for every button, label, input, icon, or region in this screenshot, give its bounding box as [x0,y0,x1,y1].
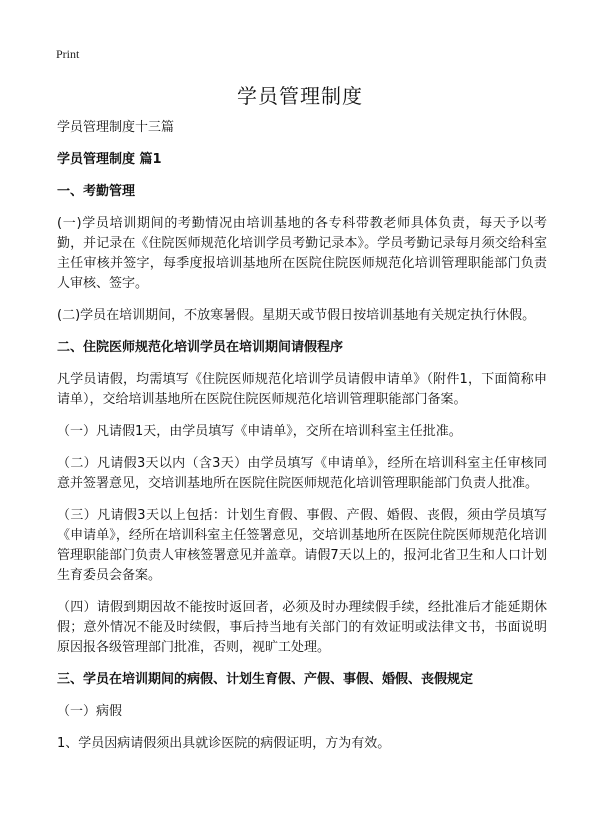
section-heading-leave-rules: 三、学员在培训期间的病假、计划生育假、产假、事假、婚假、丧假规定 [57,672,474,687]
section-heading-attendance: 一、考勤管理 [57,184,136,199]
document-body [57,118,547,766]
paragraph: （四）请假到期因故不能按时返回者，必须及时办理续假手续，经批准后才能延期休假；意外情况不能及时续假，事后持当地有关部门的有效证明或法律文书，书面说明原因报各级管理部门批准，否则，视旷工处理。 [57,600,547,655]
chapter-heading: 学员管理制度 篇1 [57,152,162,167]
paragraph: (二)学员在培训期间，不放寒暑假。星期天或节假日按培训基地有关规定执行休假。 [57,308,536,323]
paragraph: 1、学员因病请假须出具就诊医院的病假证明，方为有效。 [57,736,391,751]
print-link[interactable]: Print [56,47,80,61]
document-subtitle: 学员管理制度十三篇 [57,120,175,135]
subsection-heading-sick-leave: （一）病假 [57,704,123,719]
document-title: 学员管理制度 [237,84,363,108]
paragraph: （一）凡请假1天，由学员填写《申请单》，交所在培训科室主任批准。 [57,424,462,439]
paragraph: （三）凡请假3天以上包括：计划生育假、事假、产假、婚假、丧假，须由学员填写《申请单》，经所在培训科室主任签署意见，交培训基地所在医院住院医师规范化培训管理职能部门负责人审核签署意见并盖章。请假7天以上的，报河北省卫生和人口计划生育委员会备案。 [57,508,547,583]
section-heading-leave-procedure: 二、住院医师规范化培训学员在培训期间请假程序 [57,340,344,355]
paragraph: （二）凡请假3天以内（含3天）由学员填写《申请单》，经所在培训科室主任审核同意并签署意见，交培训基地所在医院住院医师规范化培训管理职能部门负责人批准。 [57,456,547,491]
paragraph: (一)学员培训期间的考勤情况由培训基地的各专科带教老师具体负责，每天予以考勤，并记录在《住院医师规范化培训学员考勤记录本》。学员考勤记录每月须交给科室主任审核并签字，每季度报培训基地所在医院住院医师规范化培训管理职能部门负责人审核、签字。 [57,216,547,291]
paragraph: 凡学员请假，均需填写《住院医师规范化培训学员请假申请单》（附件1，下面简称申请单），交给培训基地所在医院住院医师规范化培训管理职能部门备案。 [57,372,547,407]
